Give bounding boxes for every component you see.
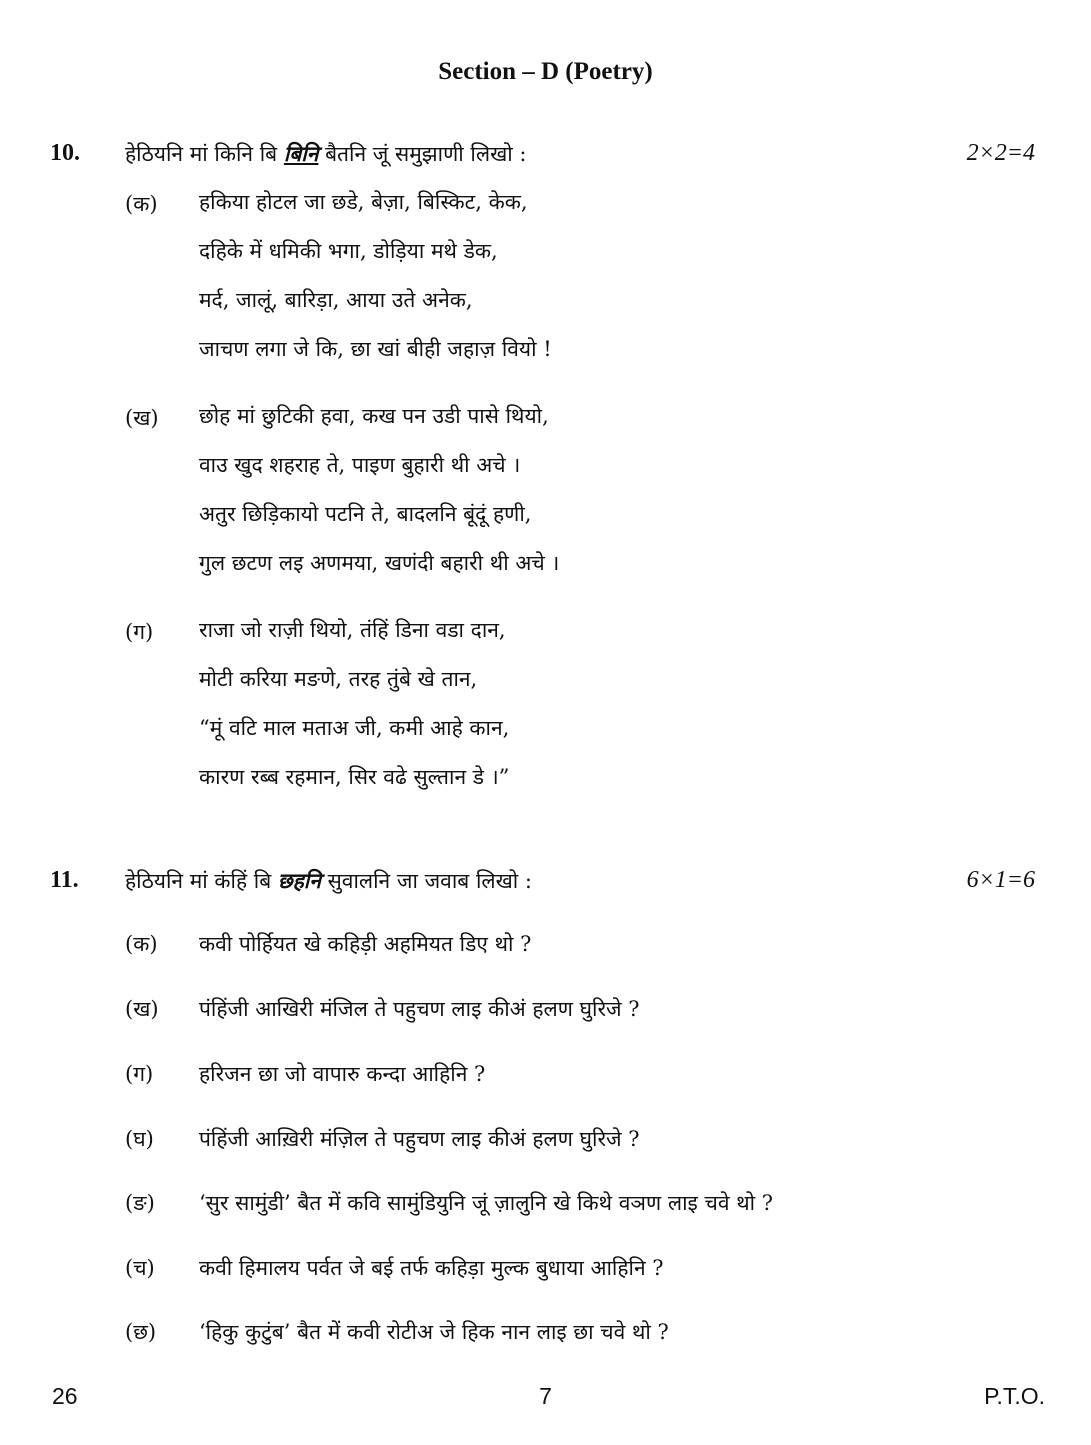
verse-lines [199,606,509,802]
verse-line: दहिके में धमिकी भगा, डोड़िया मथे डेक, [199,239,498,263]
question-instruction [125,867,532,895]
please-turn-over: P.T.O. [984,1383,1045,1409]
section-title: Section – D (Poetry) [438,58,653,85]
verse-line: जाचण लगा जे कि, छा खां बीही जहाज़ वियो ! [199,337,552,361]
sub-question-text: कवी हिमालय पर्वत जे बई तर्फ कहिड़ा मुल्क बुधाया आहिनि ? [199,1256,664,1280]
instruction-after: बैतनि जूं समुझाणी लिखो : [318,142,527,166]
instruction-before: हेठियनि मां कंहिं बि [125,869,278,893]
question-instruction [125,140,526,168]
sub-question-text: हरिजन छा जो वापारु कन्दा आहिनि ? [199,1062,486,1086]
part-label: (च) [125,1256,155,1280]
question-number: 10. [50,140,80,166]
sub-question-text: कवी पोर्हियत खे कहिड़ी अहमियत डिए थो ? [199,932,532,956]
question-10 [50,140,1035,830]
sub-question-text: पंहिंजी आखिरी मंजिल ते पहुचण लाइ कीअं हलण घुरिजे ? [199,997,640,1021]
instruction-after: सुवालनि जा जवाब लिखो : [320,869,532,893]
part-label: (ग) [125,620,154,644]
sub-question-text: ‘सुर सामुंडी’ बैत में कवि सामुंडियुनि जूं ज़ालुनि खे किथे वञण लाइ चवे थो ? [199,1191,774,1215]
page-number: 7 [539,1383,552,1409]
part-label: (ग) [125,1062,154,1086]
instruction-before: हेठियनि मां किनि बि [125,142,284,166]
part-label: (ख) [125,406,159,430]
verse-line: कारण रब्ब रहमान, सिर वढे सुल्तान डे ।” [199,765,510,789]
sub-question-ka [125,930,1035,970]
verse-line: मर्द, जालूं, बारिड़ा, आया उते अनेक, [199,288,473,312]
question-11 [50,867,1035,1357]
part-label: (क) [125,192,158,216]
sub-question-kha [125,995,1035,1035]
verse-line: हकिया होटल जा छडे, बेज़ा, बिस्किट, केक, [199,190,528,214]
part-label: (ख) [125,997,159,1021]
verse-line: मोटी करिया मङणे, तरह तुंबे खे तान, [199,667,478,691]
sub-question-cha [125,1254,1035,1294]
verse-line: “मूं वटि माल मताअ जी, कमी आहे कान, [199,716,510,740]
instruction-keyword: छहनि [277,868,321,893]
part-label: (घ) [125,1127,154,1151]
part-label: (क) [125,932,158,956]
verse-line: वाउ खुद शहराह ते, पाइण बुहारी थी अचे । [199,453,521,477]
verse-line: छोह मां छुटिकी हवा, कख पन उडी पासे थियो, [199,404,549,428]
part-label: (ङ) [125,1191,155,1215]
sub-question-nga [125,1189,1035,1229]
verse-line: अतुर छिड़िकायो पटनि ते, बादलनि बूंदूं हणी, [199,502,532,526]
sub-question-gha [125,1125,1035,1165]
question-number: 11. [50,867,79,893]
sub-question-text: ‘हिकु कुटुंब’ बैत में कवी रोटीअ जे हिक नान लाइ छा चवे थो ? [199,1320,669,1344]
verse-line: गुल छटण लइ अणमया, खणंदी बहारी थी अचे । [199,551,560,575]
verse-lines [199,392,559,588]
part-label: (छ) [125,1320,157,1344]
verse-lines [199,178,552,374]
sub-question-ga [125,1060,1035,1100]
sub-question-text: पंहिंजी आख़िरी मंज़िल ते पहुचण लाइ कीअं हलण घुरिजे ? [199,1127,640,1151]
question-marks: 2×2=4 [966,140,1035,166]
sub-question-chha [125,1318,1035,1358]
footer-code: 26 [52,1383,78,1409]
question-marks: 6×1=6 [966,867,1035,893]
verse-line: राजा जो राज़ी थियो, तंहिं डिना वडा दान, [199,618,506,642]
instruction-keyword: बिनि [283,141,319,166]
